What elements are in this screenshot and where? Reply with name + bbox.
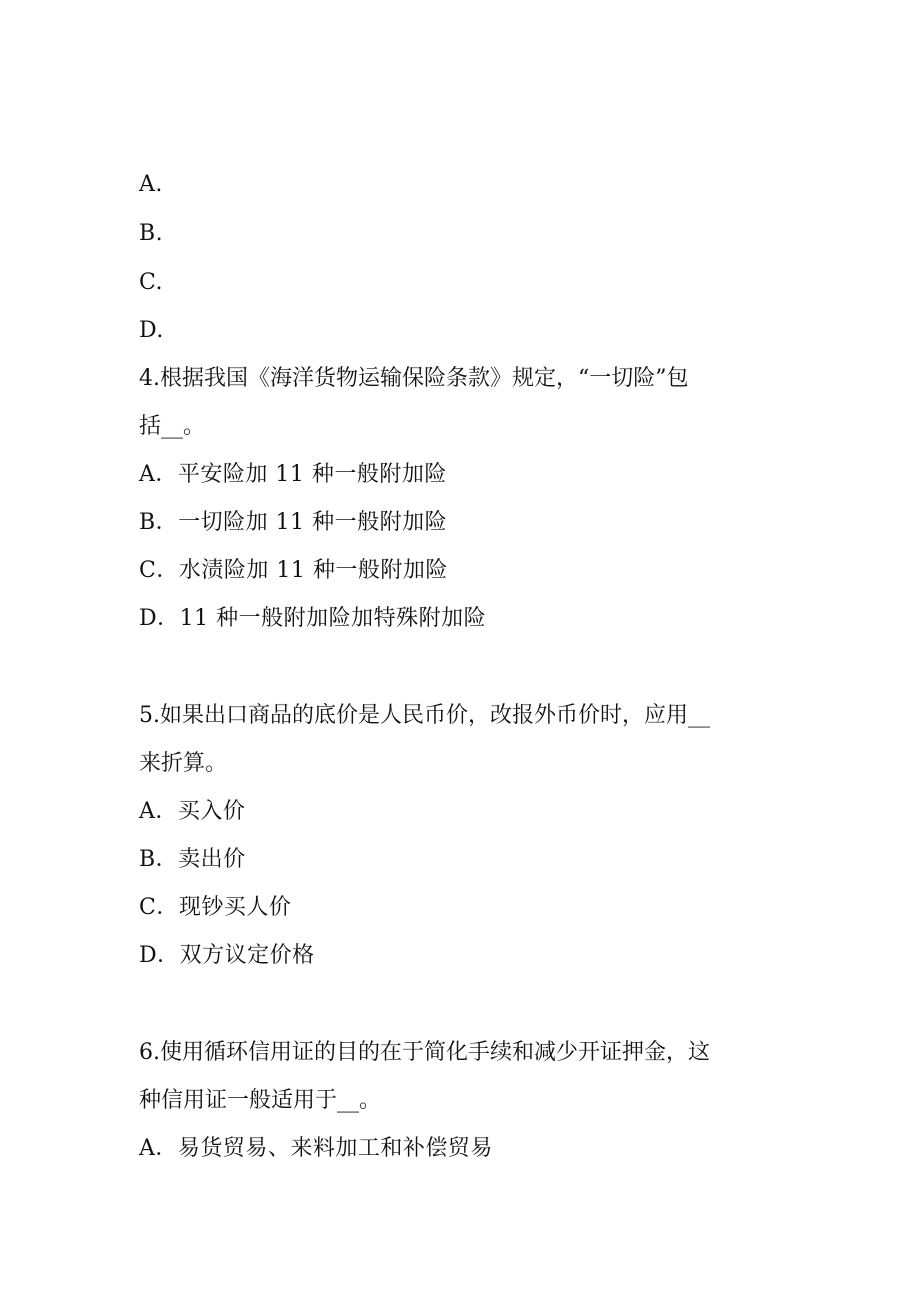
question-5-option-d: D．双方议定价格 <box>139 943 315 968</box>
question-6-option-a: A．易货贸易、来料加工和补偿贸易 <box>139 1136 493 1161</box>
question-4-stem-line1: 4.根据我国《海洋货物运输保险条款》规定，“一切险”包 <box>139 366 689 391</box>
prev-option-c: C. <box>139 270 164 295</box>
question-4-option-c: C．水渍险加 11 种一般附加险 <box>139 558 448 583</box>
question-5-stem-line1: 5.如果出口商品的底价是人民币价，改报外币价时，应用__ <box>139 703 710 728</box>
question-5-option-c: C．现钞买人价 <box>139 895 292 920</box>
question-6-stem-line1: 6.使用循环信用证的目的在于简化手续和减少开证押金，这 <box>139 1040 710 1065</box>
prev-option-b: B. <box>139 221 164 246</box>
prev-option-a: A. <box>139 172 163 197</box>
question-4-option-b: B．一切险加 11 种一般附加险 <box>139 510 448 535</box>
question-4-option-d: D．11 种一般附加险加特殊附加险 <box>139 606 487 631</box>
question-4-stem-line2: 括__。 <box>139 414 206 439</box>
question-4-option-a: A．平安险加 11 种一般附加险 <box>139 462 447 487</box>
question-5-option-b: B．卖出价 <box>139 847 246 872</box>
question-6-stem-line2: 种信用证一般适用于__。 <box>139 1088 382 1113</box>
prev-option-d: D. <box>139 318 164 343</box>
question-5-option-a: A．买入价 <box>139 799 246 824</box>
question-5-stem-line2: 来折算。 <box>139 751 228 776</box>
